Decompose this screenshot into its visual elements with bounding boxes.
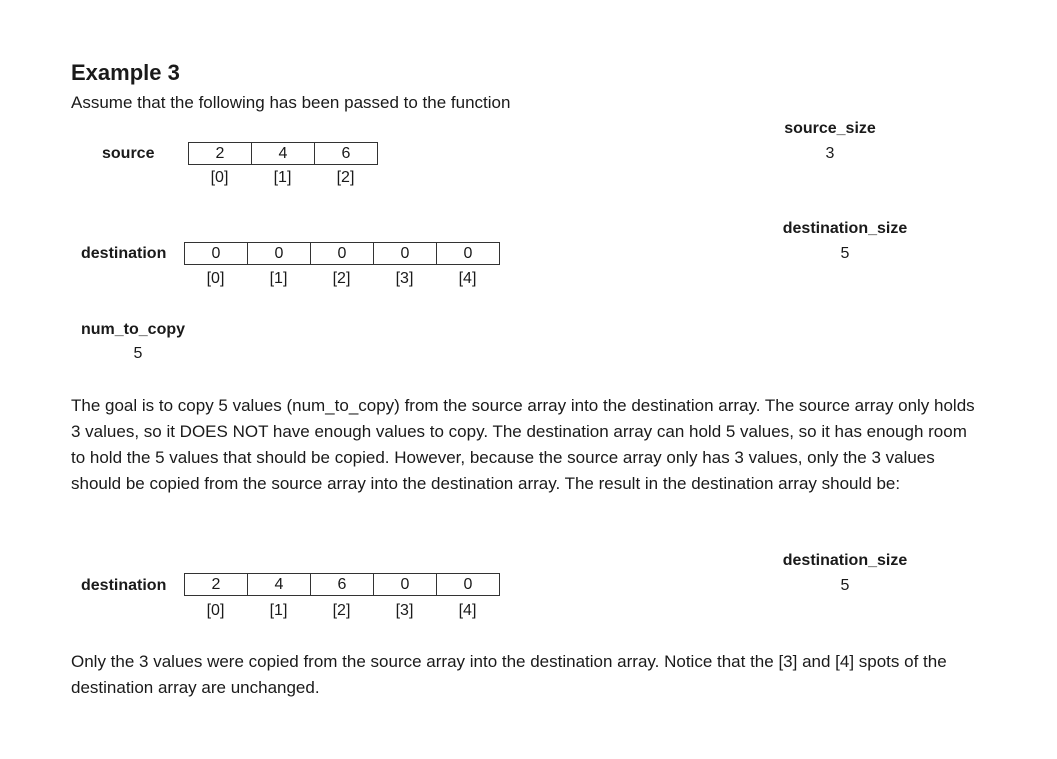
destination-size-value: 5 [840,245,850,262]
array-cell: 2 [184,573,248,596]
result-destination-size-value: 5 [840,577,850,594]
array-cell: 2 [188,142,252,165]
array-index: [2] [332,602,351,619]
source-indices [188,169,377,187]
example-title: Example 3 [71,60,180,85]
result-destination-label: destination [81,577,167,594]
result-destination-indices [184,602,499,620]
array-cell: 6 [314,142,378,165]
destination-indices [184,270,499,288]
array-index: [0] [206,270,225,287]
explanation-paragraph: The goal is to copy 5 values (num_to_copy) from the source array into the destination array. The source array only holds 3 values, so it DOES NOT have enough values to copy. The destination array can hold 5 values, so it has enough room to hold the 5 values that should be copied. However, because the source array only has 3 values, only the 3 values should be copied from the source array into the destination array. The result in the destination array should be: [71,396,975,493]
array-cell: 0 [184,242,248,265]
source-size-value: 3 [825,145,835,162]
array-cell: 0 [310,242,374,265]
array-cell: 0 [247,242,311,265]
array-cell: 0 [436,242,500,265]
array-index: [1] [273,169,292,186]
array-index: [1] [269,270,288,287]
result-destination-array [184,573,500,596]
source-array [188,142,378,165]
array-cell: 4 [247,573,311,596]
destination-label: destination [81,245,167,262]
array-index: [4] [458,602,477,619]
destination-size-label: destination_size [782,220,908,237]
result-destination-size-label: destination_size [782,552,908,569]
array-index: [2] [332,270,351,287]
array-index: [0] [206,602,225,619]
array-index: [0] [210,169,229,186]
array-index: [2] [336,169,355,186]
array-cell: 6 [310,573,374,596]
num-to-copy-value: 5 [133,345,143,362]
source-size-label: source_size [784,120,876,137]
conclusion-paragraph: Only the 3 values were copied from the source array into the destination array. Notice that the [3] and [4] spots of the destination array are unchanged. [71,652,947,697]
array-cell: 0 [373,242,437,265]
array-index: [3] [395,602,414,619]
array-index: [3] [395,270,414,287]
intro-text: Assume that the following has been passed to the function [71,93,511,112]
array-cell: 0 [436,573,500,596]
array-cell: 0 [373,573,437,596]
num-to-copy-label: num_to_copy [81,321,186,338]
destination-array [184,242,500,265]
array-index: [1] [269,602,288,619]
array-cell: 4 [251,142,315,165]
array-index: [4] [458,270,477,287]
source-label: source [102,145,155,162]
